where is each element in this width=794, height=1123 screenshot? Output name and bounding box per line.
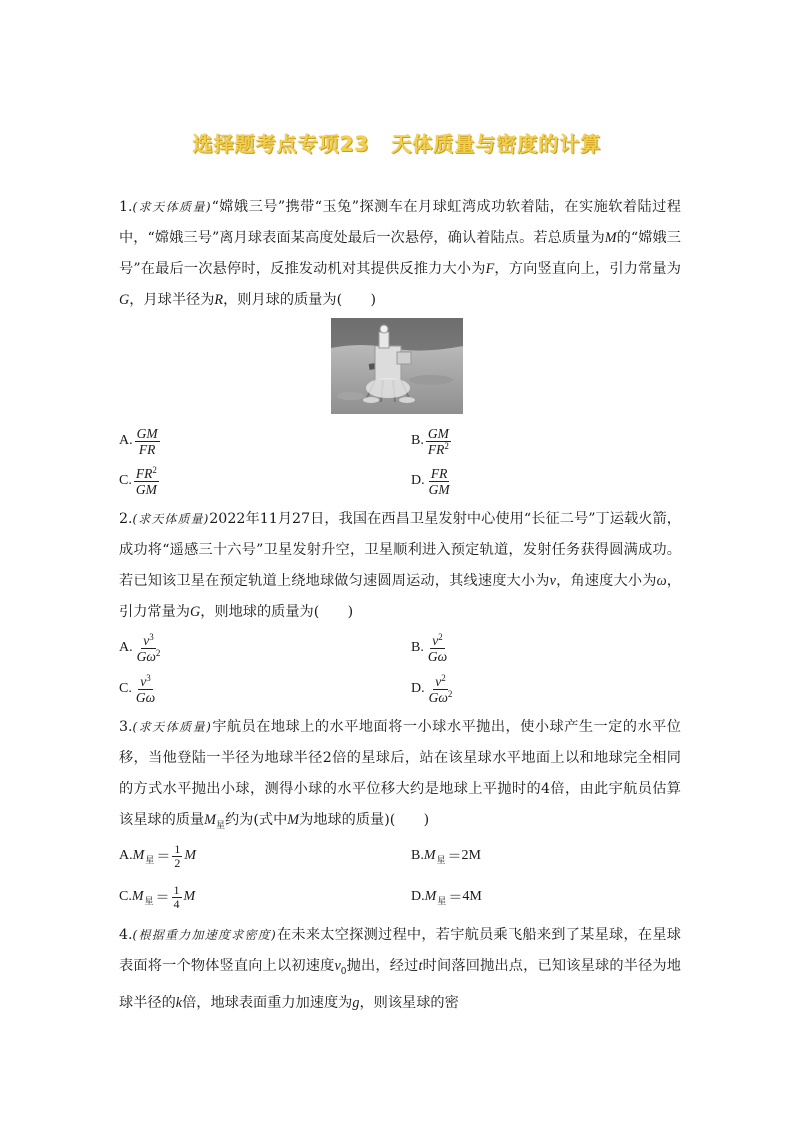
q1-text-b: 的“嫦娥三号”在最后一次悬停时，反推发动机对其提供反推力大小为 <box>119 230 681 277</box>
q1-option-a[interactable]: A. $\frac{GM}{FR}$ <box>119 425 158 457</box>
q2-var-g: G <box>189 604 201 620</box>
question-4 <box>119 920 681 1019</box>
q1-text-d: ，月球半径为 <box>129 292 215 308</box>
q2-text-d: ，则地球的质量为( ) <box>200 604 354 620</box>
q3-sub: 星 <box>215 820 225 831</box>
q1-tag: (求天体质量) <box>132 200 212 214</box>
q1-var-g: G <box>119 292 130 308</box>
fraction: $\frac{GM}{FR}$ <box>136 425 158 457</box>
q1-option-d[interactable]: D. $\frac{FR}{GM}$ <box>411 465 450 497</box>
q2-option-a[interactable]: A. $\frac{v^3}{G\omega^2}$ <box>119 631 161 664</box>
q1-option-b[interactable]: B. $\frac{GM}{FR^2}$ <box>411 425 449 457</box>
q1-var-m: M <box>604 230 617 246</box>
q4-text-a: 在未来太空探测过程中，若宇航员乘飞船来到了某星球，在星球表面将一个物体竖直向上以初速度 <box>119 927 681 974</box>
q4-number: 4. <box>119 927 133 943</box>
q2-number: 2. <box>119 511 133 527</box>
q2-options-row-2 <box>119 669 681 709</box>
fraction: $\frac{v^2}{G\omega^2}$ <box>428 672 453 705</box>
question-2 <box>119 504 681 628</box>
q1-text-a: “嫦娥三号”携带“玉兔”探测车在月球虹湾成功软着陆，在实施软着陆过程中，“嫦娥三号”离月球表面某高度处最后一次悬停，确认着陆点。若总质量为 <box>119 199 681 246</box>
q1-text-e: ，则月球的质量为( ) <box>223 292 377 308</box>
fraction: $\frac{v^3}{G\omega^2}$ <box>136 631 161 664</box>
title-part2: 天体质量与密度的计算 <box>391 132 602 156</box>
q4-tag: (根据重力加速度求密度) <box>132 928 277 942</box>
q3-number: 3. <box>119 719 133 735</box>
q1-var-r: R <box>214 292 224 308</box>
question-3 <box>119 712 681 842</box>
q1-option-c[interactable]: C. $\frac{FR^2}{GM}$ <box>119 464 157 497</box>
title-part1: 选择题考点专项23 <box>192 132 370 156</box>
q2-text-c: ，引力常量为 <box>119 573 681 620</box>
fraction: $\frac{FR^2}{GM}$ <box>135 464 157 497</box>
q3-var-m: M <box>204 812 216 828</box>
q3-option-b[interactable]: B. M 星 ＝ 2M <box>411 848 481 865</box>
q1-options-row-2 <box>119 461 681 501</box>
q3-option-a[interactable]: A. M 星 ＝ 1 2 M <box>119 841 196 870</box>
fraction: $\frac{FR}{GM}$ <box>428 465 450 497</box>
q1-options-row-1 <box>119 421 681 461</box>
q4-var-t: t <box>418 958 423 974</box>
q4-var-k: k <box>175 994 183 1011</box>
q1-text-c: ，方向竖直向上，引力常量为 <box>494 261 681 277</box>
q4-text-c: 时间落回抛出点，已知该星球的半径为地球半径的 <box>119 958 681 1011</box>
q4-var-v0: v <box>334 958 341 974</box>
q4-text-d: 倍，地球表面重力加速度为 <box>182 994 353 1011</box>
q2-tag: (求天体质量) <box>132 512 210 526</box>
question-1 <box>119 192 681 316</box>
q2-option-d[interactable]: D. $\frac{v^2}{G\omega^2}$ <box>411 672 453 705</box>
q4-text-e: ，则该星球的密 <box>359 994 459 1011</box>
q3-option-d[interactable]: D. M 星 ＝ 4M <box>411 889 482 906</box>
q4-var-g: g <box>352 994 360 1011</box>
q1-var-f: F <box>485 261 495 277</box>
q2-var-omega: ω <box>656 573 667 589</box>
q3-options-row-2 <box>119 877 681 917</box>
q2-var-v: v <box>549 573 556 589</box>
q3-tag: (求天体质量) <box>132 720 212 734</box>
q2-options-row-1 <box>119 628 681 668</box>
fraction: 1 2 <box>174 841 181 870</box>
q3-var-m-2: M <box>287 812 300 828</box>
fraction: 1 4 <box>173 882 180 911</box>
q2-option-b[interactable]: B. $\frac{v^2}{G\omega}$ <box>411 631 448 664</box>
fraction: $\frac{GM}{FR^2}$ <box>427 425 449 457</box>
q4-text-b: 抛出，经过 <box>346 958 419 974</box>
q1-number: 1. <box>119 199 133 215</box>
q2-option-c[interactable]: C. $\frac{v^3}{G\omega}$ <box>119 672 156 705</box>
q2-text-a: 2022年11月27日，我国在西昌卫星发射中心使用“长征二号”丁运载火箭，成功将“遥感三十六号”卫星发射升空，卫星顺利进入预定轨道，发射任务获得圆满成功。若已知该卫星在预定轨道上绕地球做匀速圆周运动，其线速度大小为 <box>119 511 681 589</box>
q3-text-b: 约为(式中 <box>224 812 288 828</box>
q3-option-c[interactable]: C. M 星 ＝ 1 4 M <box>119 882 196 911</box>
q3-text-c: 为地球的质量)( ) <box>299 812 430 828</box>
lunar-lander-image <box>331 318 463 414</box>
q2-text-b: ，角速度大小为 <box>555 573 657 589</box>
q3-options-row-1 <box>119 836 681 876</box>
q3-text-a: 宇航员在地球上的水平地面将一小球水平抛出，使小球产生一定的水平位移，当他登陆一半径为地球半径2倍的星球后，站在该星球水平地面上以和地球完全相同的方式水平抛出小球，测得小球的水平位移大约是地球上平抛时的4倍，由此宇航员估算该星球的质量 <box>119 719 681 828</box>
page-title <box>0 128 794 157</box>
q4-sub0: 0 <box>340 966 347 977</box>
fraction: $\frac{v^2}{G\omega}$ <box>427 631 448 664</box>
fraction: $\frac{v^3}{G\omega}$ <box>135 672 156 705</box>
